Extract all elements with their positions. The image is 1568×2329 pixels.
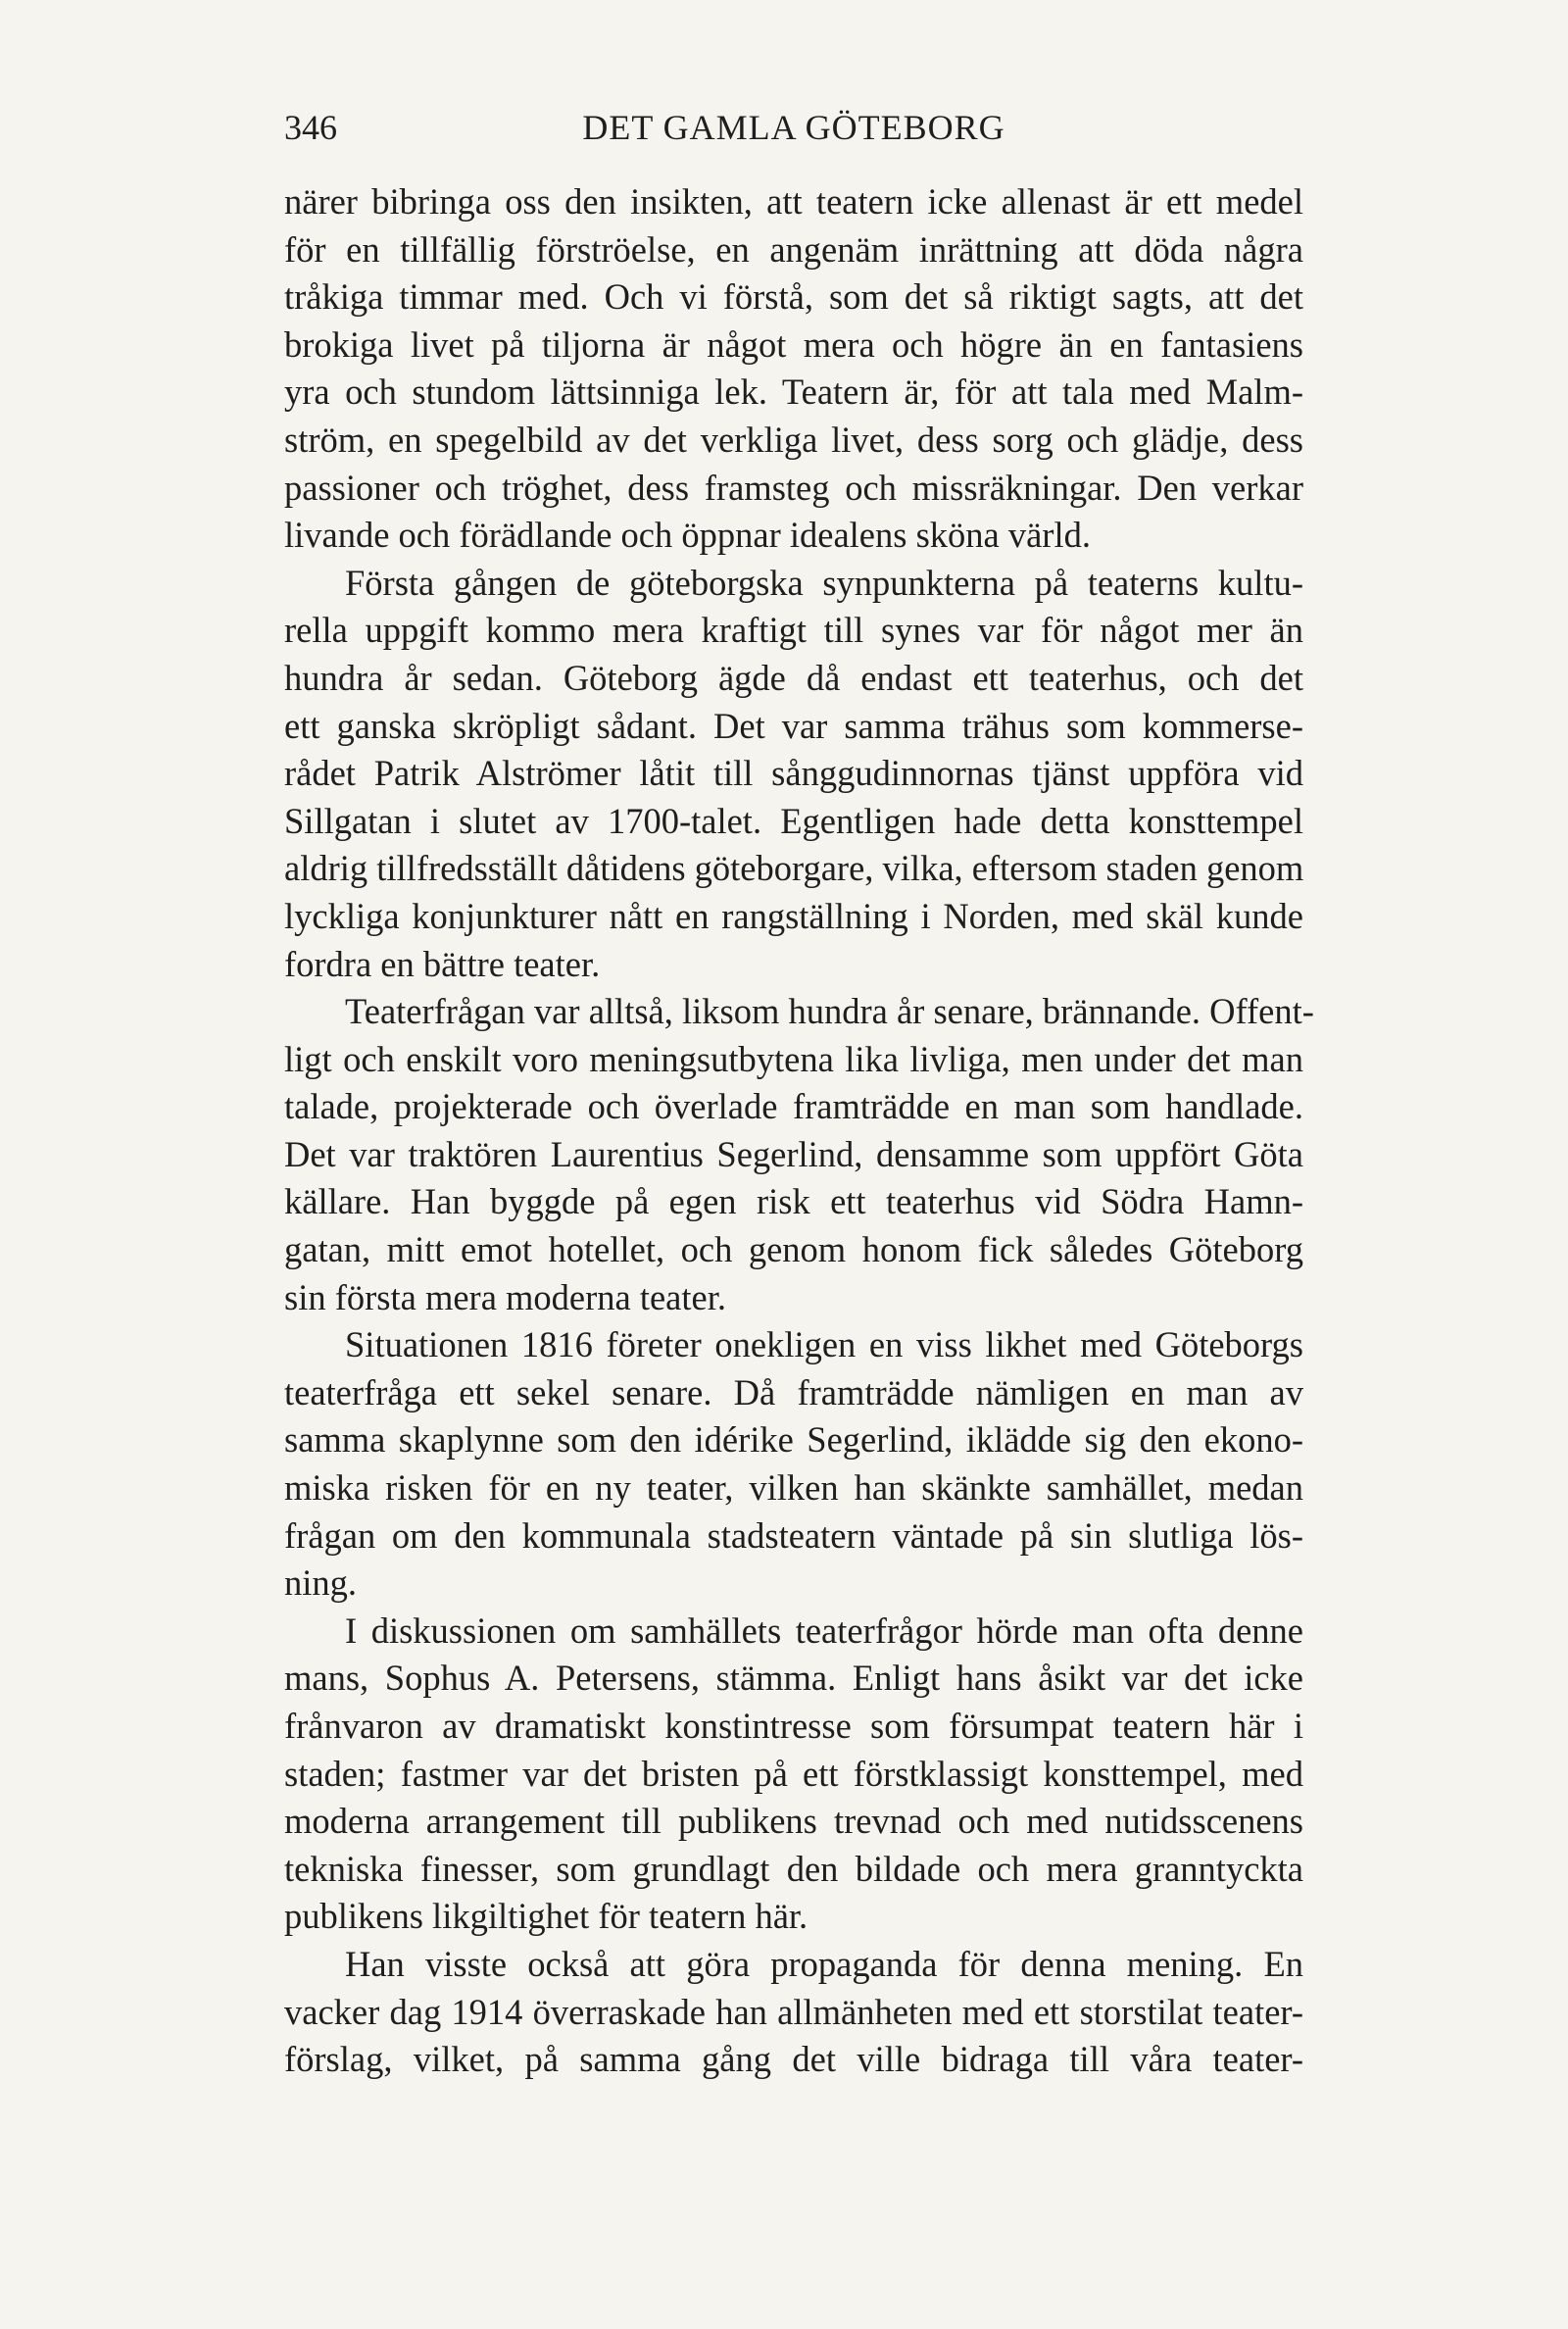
text-line: staden; fastmer var det bristen på ett förstklassigt konsttempel, med [284, 1753, 1303, 1794]
text-line: rådet Patrik Alströmer låtit till sånggudinnornas tjänst uppföra vid [284, 753, 1303, 794]
text-line: brokiga livet på tiljorna är något mera och högre än en fantasiens [284, 323, 1303, 365]
text-line: tekniska finesser, som grundlagt den bildade och mera granntyckta [284, 1848, 1303, 1889]
paragraph-2 [284, 560, 1303, 988]
running-title: DET GAMLA GÖTEBORG [582, 108, 1005, 147]
text-line: Det var traktören Laurentius Segerlind, densamme som uppfört Göta [284, 1133, 1303, 1174]
body-text [284, 178, 1314, 2084]
text-line: talade, projekterade och överlade framträdde en man som handlade. [284, 1086, 1303, 1127]
text-line: publikens likgiltighet för teatern här. [284, 1896, 808, 1937]
text-line: ström, en spegelbild av det verkliga livet, dess sorg och glädje, dess [284, 419, 1303, 460]
text-line: närer bibringa oss den insikten, att teatern icke allenast är ett medel [284, 181, 1303, 222]
text-line: Teaterfrågan var alltså, liksom hundra år senare, brännande. Offent- [345, 991, 1314, 1032]
paragraph-3 [284, 988, 1314, 1321]
text-line: ligt och enskilt voro meningsutbytena lika livliga, men under det man [284, 1038, 1303, 1079]
text-line: Sillgatan i slutet av 1700-talet. Egentligen hade detta konsttempel [284, 800, 1303, 841]
text-line: miska risken för en ny teater, vilken han skänkte samhället, medan [284, 1467, 1303, 1509]
text-line: teaterfråga ett sekel senare. Då framträdde nämligen en man av [284, 1371, 1303, 1412]
text-line: förslag, vilket, på samma gång det ville bidraga till våra teater- [284, 2039, 1303, 2080]
text-line: för en tillfällig förströelse, en angenäm inrättning att döda några [284, 228, 1303, 270]
text-line: Situationen 1816 företer onekligen en viss likhet med Göteborgs [345, 1324, 1303, 1365]
text-line: ning. [284, 1562, 358, 1604]
text-line: Första gången de göteborgska synpunkterna på teaterns kultu- [345, 562, 1303, 603]
text-line: rella uppgift kommo mera kraftigt till synes var för något mer än [284, 610, 1303, 651]
text-line: aldrig tillfredsställt dåtidens göteborgare, vilka, eftersom staden genom [284, 848, 1304, 889]
text-line: gatan, mitt emot hotellet, och genom honom fick således Göteborg [284, 1229, 1303, 1270]
text-line: lyckliga konjunkturer nått en rangställning i Norden, med skäl kunde [284, 895, 1303, 936]
text-line: frågan om den kommunala stadsteatern väntade på sin slutliga lös- [284, 1514, 1303, 1556]
text-line: ett ganska skröpligt sådant. Det var samma trähus som kommerse- [284, 705, 1303, 746]
paragraph-4 [284, 1321, 1303, 1608]
text-line: sin första mera moderna teater. [284, 1276, 726, 1317]
text-line: frånvaron av dramatiskt konstintresse som försumpat teatern här i [284, 1706, 1303, 1746]
text-line: Han visste också att göra propaganda för denna mening. En [345, 1943, 1303, 1984]
text-line: källare. Han byggde på egen risk ett teaterhus vid Södra Hamn- [284, 1181, 1303, 1222]
text-line: samma skaplynne som den idérike Segerlind, iklädde sig den ekono- [284, 1419, 1303, 1461]
paragraph-1 [284, 178, 1303, 560]
text-line: moderna arrangement till publikens trevnad och med nutidsscenens [284, 1801, 1303, 1842]
text-line: passioner och tröghet, dess framsteg och missräkningar. Den verkar [284, 467, 1303, 508]
text-line: hundra år sedan. Göteborg ägde då endast ett teaterhus, och det [284, 657, 1303, 698]
text-line: vacker dag 1914 överraskade han allmänheten med ett storstilat teater- [284, 1991, 1303, 2032]
text-line: yra och stundom lättsinniga lek. Teatern är, för att tala med Malm- [284, 372, 1303, 413]
running-head [284, 98, 1303, 157]
text-line: I diskussionen om samhällets teaterfrågor hörde man ofta denne [345, 1610, 1303, 1651]
paragraph-5 [284, 1608, 1303, 1941]
text-line: livande och förädlande och öppnar idealens sköna värld. [284, 515, 1091, 556]
page-number: 346 [284, 108, 337, 147]
text-line: fordra en bättre teater. [284, 943, 601, 984]
paragraph-6 [284, 1941, 1303, 2084]
text-line: mans, Sophus A. Petersens, stämma. Enligt hans åsikt var det icke [284, 1658, 1303, 1699]
text-line: tråkiga timmar med. Och vi förstå, som det så riktigt sagts, att det [284, 276, 1303, 318]
